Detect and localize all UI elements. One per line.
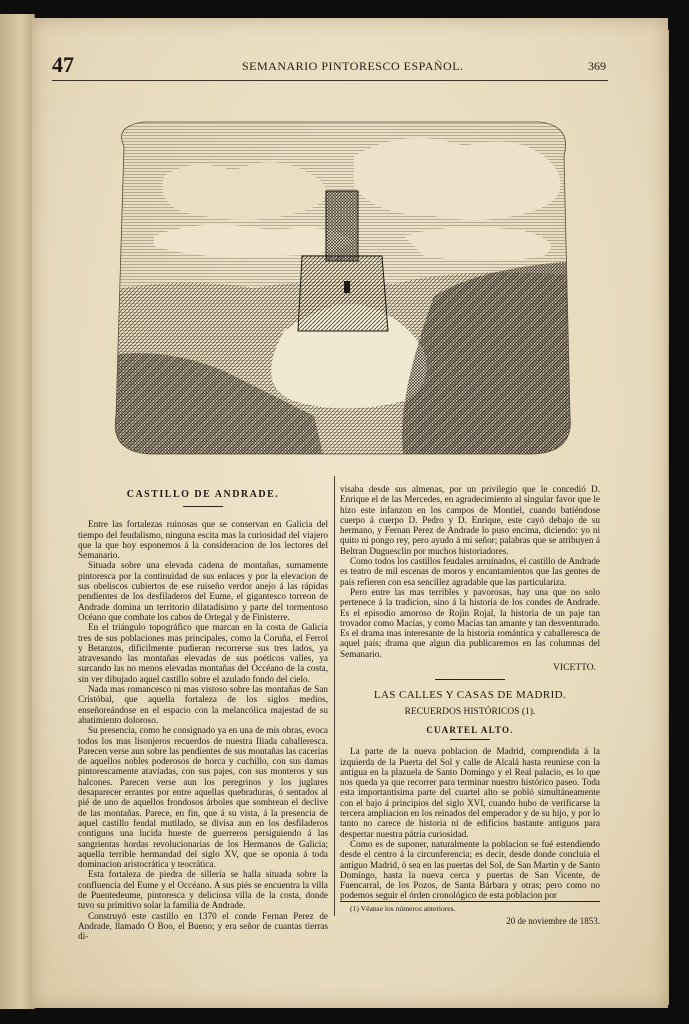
article-paragraph: La parte de la nueva poblacion de Madrid, comprendida á la izquierda de la Puerta del Sol y calle de Alcalá hasta reunirse con la antigua en la plazuela de Santo Domingo y el Real palacio, es lo que nos queda ya que recorrer para terminar nuestro histórico paseo. Toda esta importantísima parte del cuartel alto se pobló simultáneamente con el bajo á principios del siglo XVI, cuando hubo de verificarse la tercera ampliacion en los reinados del emperador y de su hijo, y por lo tanto no carece de historia ni de edificios bastante antiguos para despertar nuestra pátria curiosidad. (340, 746, 600, 839)
second-article-subtitle: RECUERDOS HISTÓRICOS (1). (404, 706, 536, 717)
castle-engraving (104, 116, 580, 458)
article-paragraph: Su presencia, como he consignado ya en una de mis obras, evoca todos los mas lisonjeros recuerdos de nuestra Iliada caballeresca. Parecen verse aun sobre las pendientes de sus montañas las cacerías de aquellos nobles poderosos de horca y cuchillo, con sus damas pintorescamente ataviadas, con sus pajes, con sus monteros y sus halcones. Parecen verse aun los peregrinos y los juglares desaparecer errantes por entre aquellas quebraduras, ó sentados al pié de uno de aquellos frondosos árboles que sombrean el declive de las montañas. Parece, en fin, que á su vista, á la presencia de aquel castillo feudal mutilado, se divisa aun en los desfiladeros contiguos una lucida hueste de guerreros persiguiendo á las sangrientas hordas revolucionarias de los Hermanos de Galicia; aquella terrible hermandad del siglo XV, que se oponia á toda dominacion aristocrática y teocrática. (78, 725, 328, 870)
article-paragraph: En el triángulo topográfico que marcan en la costa de Galicia tres de sus poblaciones mas principales, como la Coruña, el Ferrol y Betanzos, difícilmente pudieran recorrerse sus tres lados, ya atravesando las montañas elevadas de sus poéticos valles, ya surcando las no menos elevadas montañas del Occéano de la costa, sin ver dibujado aquel castillo sobre el azulado fondo del cielo. (78, 622, 328, 684)
publication-title: SEMANARIO PINTORESCO ESPAÑOL. (242, 59, 464, 73)
article-paragraph: Esta fortaleza de piedra de sillería se halla situada sobre la confluencia del Eume y el Occéano. A sus piés se encuentra la villa de Puentedeume, pintoresca y deliciosa villa de la costa, donde tuvo su primitivo solar la familia de Andrade. (78, 869, 328, 911)
article-paragraph: Como es de suponer, naturalmente la poblacion se fué estendiendo desde el centro á la circunferencia; es decir, desde donde concluia el antiguo Madrid, ó sea en las puertas del Sol, de San Martin y de Santo Domingo, hasta la nueva cerca y puertas de San Vicente, de Fuencarral, de los Pozos, de Santa Bárbara y otras; pero como no podemos seguir el órden cronológico de esta poblacion por (340, 838, 600, 901)
article-title: CASTILLO DE ANDRADE. (126, 489, 280, 500)
issue-number: 47 (52, 52, 74, 77)
column-divider (334, 476, 335, 916)
page-number: 369 (588, 59, 606, 73)
right-column (340, 484, 600, 926)
author-signature: VICETTO. (553, 663, 596, 674)
second-article-title: LAS CALLES Y CASAS DE MADRID. (373, 689, 567, 702)
article-paragraph: Nada mas romancesco ni mas vistoso sobre las montañas de San Cristóbal, que aquella fortaleza de los siglos medios, enseñoreándose en el espacio con la melancólica majestad de su abatimiento doloroso. (78, 684, 328, 725)
subsection-heading: CUARTEL ALTO. (426, 724, 514, 735)
left-column (78, 484, 328, 941)
article-paragraph: Situada sobre una elevada cadena de montañas, sumamente pintoresca por la continuidad de sus enlaces y por la elevacion de sus obeliscos cubiertos de ese ruiseño verdor anejo á las rápidas pendientes de los desfiladeros del Eume, el gigantesco torreon de Andrade domina un territorio dilatadísimo y parte del tormentoso Océano que combate los cabos de Ortegal y de Finisterre. (78, 560, 328, 622)
previous-page-edge (0, 14, 35, 1009)
footnote: (1) Véanse los números anteriores. (340, 901, 600, 914)
article-paragraph: visaba desde sus almenas, por un privilegio que le concedió D. Enrique el de las Mercedes, en agradecimiento al singular favor que le hizo este infanzon en los campos de Montiel, cuando batiéndose cuerpo á cuerpo D. Pedro y D. Enrique, este cayó debajo de su hermano, y Fernan Perez de Andrade lo puso encima, diciendo: yo ni quito ni pongo rey, pero ayudo á mi señor; palabras que se atribuyen á Beltran Duguesclin por muchos historiadores. (340, 484, 600, 556)
title-rule (183, 506, 223, 507)
subsection-rule (450, 739, 490, 740)
date-line: 20 de noviembre de 1853. (506, 915, 600, 926)
section-rule (435, 679, 505, 680)
article-paragraph: Entre las fortalezas ruinosas que se conservan en Galicia del tiempo del feudalismo, ninguna escita mas la curiosidad del viajero que la que hoy esponemos á la consideracion de los lectores del Semanario. (78, 519, 328, 561)
article-paragraph: Pero entre las mas terribles y pavorosas, hay una que no solo pertenece á la tradicion, sino á la historia de los condes de Andrade. Es el episodio amoroso de Rojin Rojal, la historia de un paje tan trovador como Macías, y como Macías tan amante y tan desventurado. Es el drama mas interesante de la historia romántica y caballeresca de aquel país; drama que algun dia publicaremos en las columnas del Semanario. (340, 586, 600, 659)
article-paragraph: Como todos los castillos feudales arruinados, el castillo de Andrade es teatro de mil escenas de moros y encantamientos que las gentes de país refieren con esa sencillez agradable que las particulariza. (340, 556, 600, 587)
article-paragraph: Construyó este castillo en 1370 el conde Fernan Perez de Andrade, llamado O Boo, el Bueno; y era señor de cuantas tierras di- (78, 910, 328, 942)
page-header (52, 52, 608, 81)
